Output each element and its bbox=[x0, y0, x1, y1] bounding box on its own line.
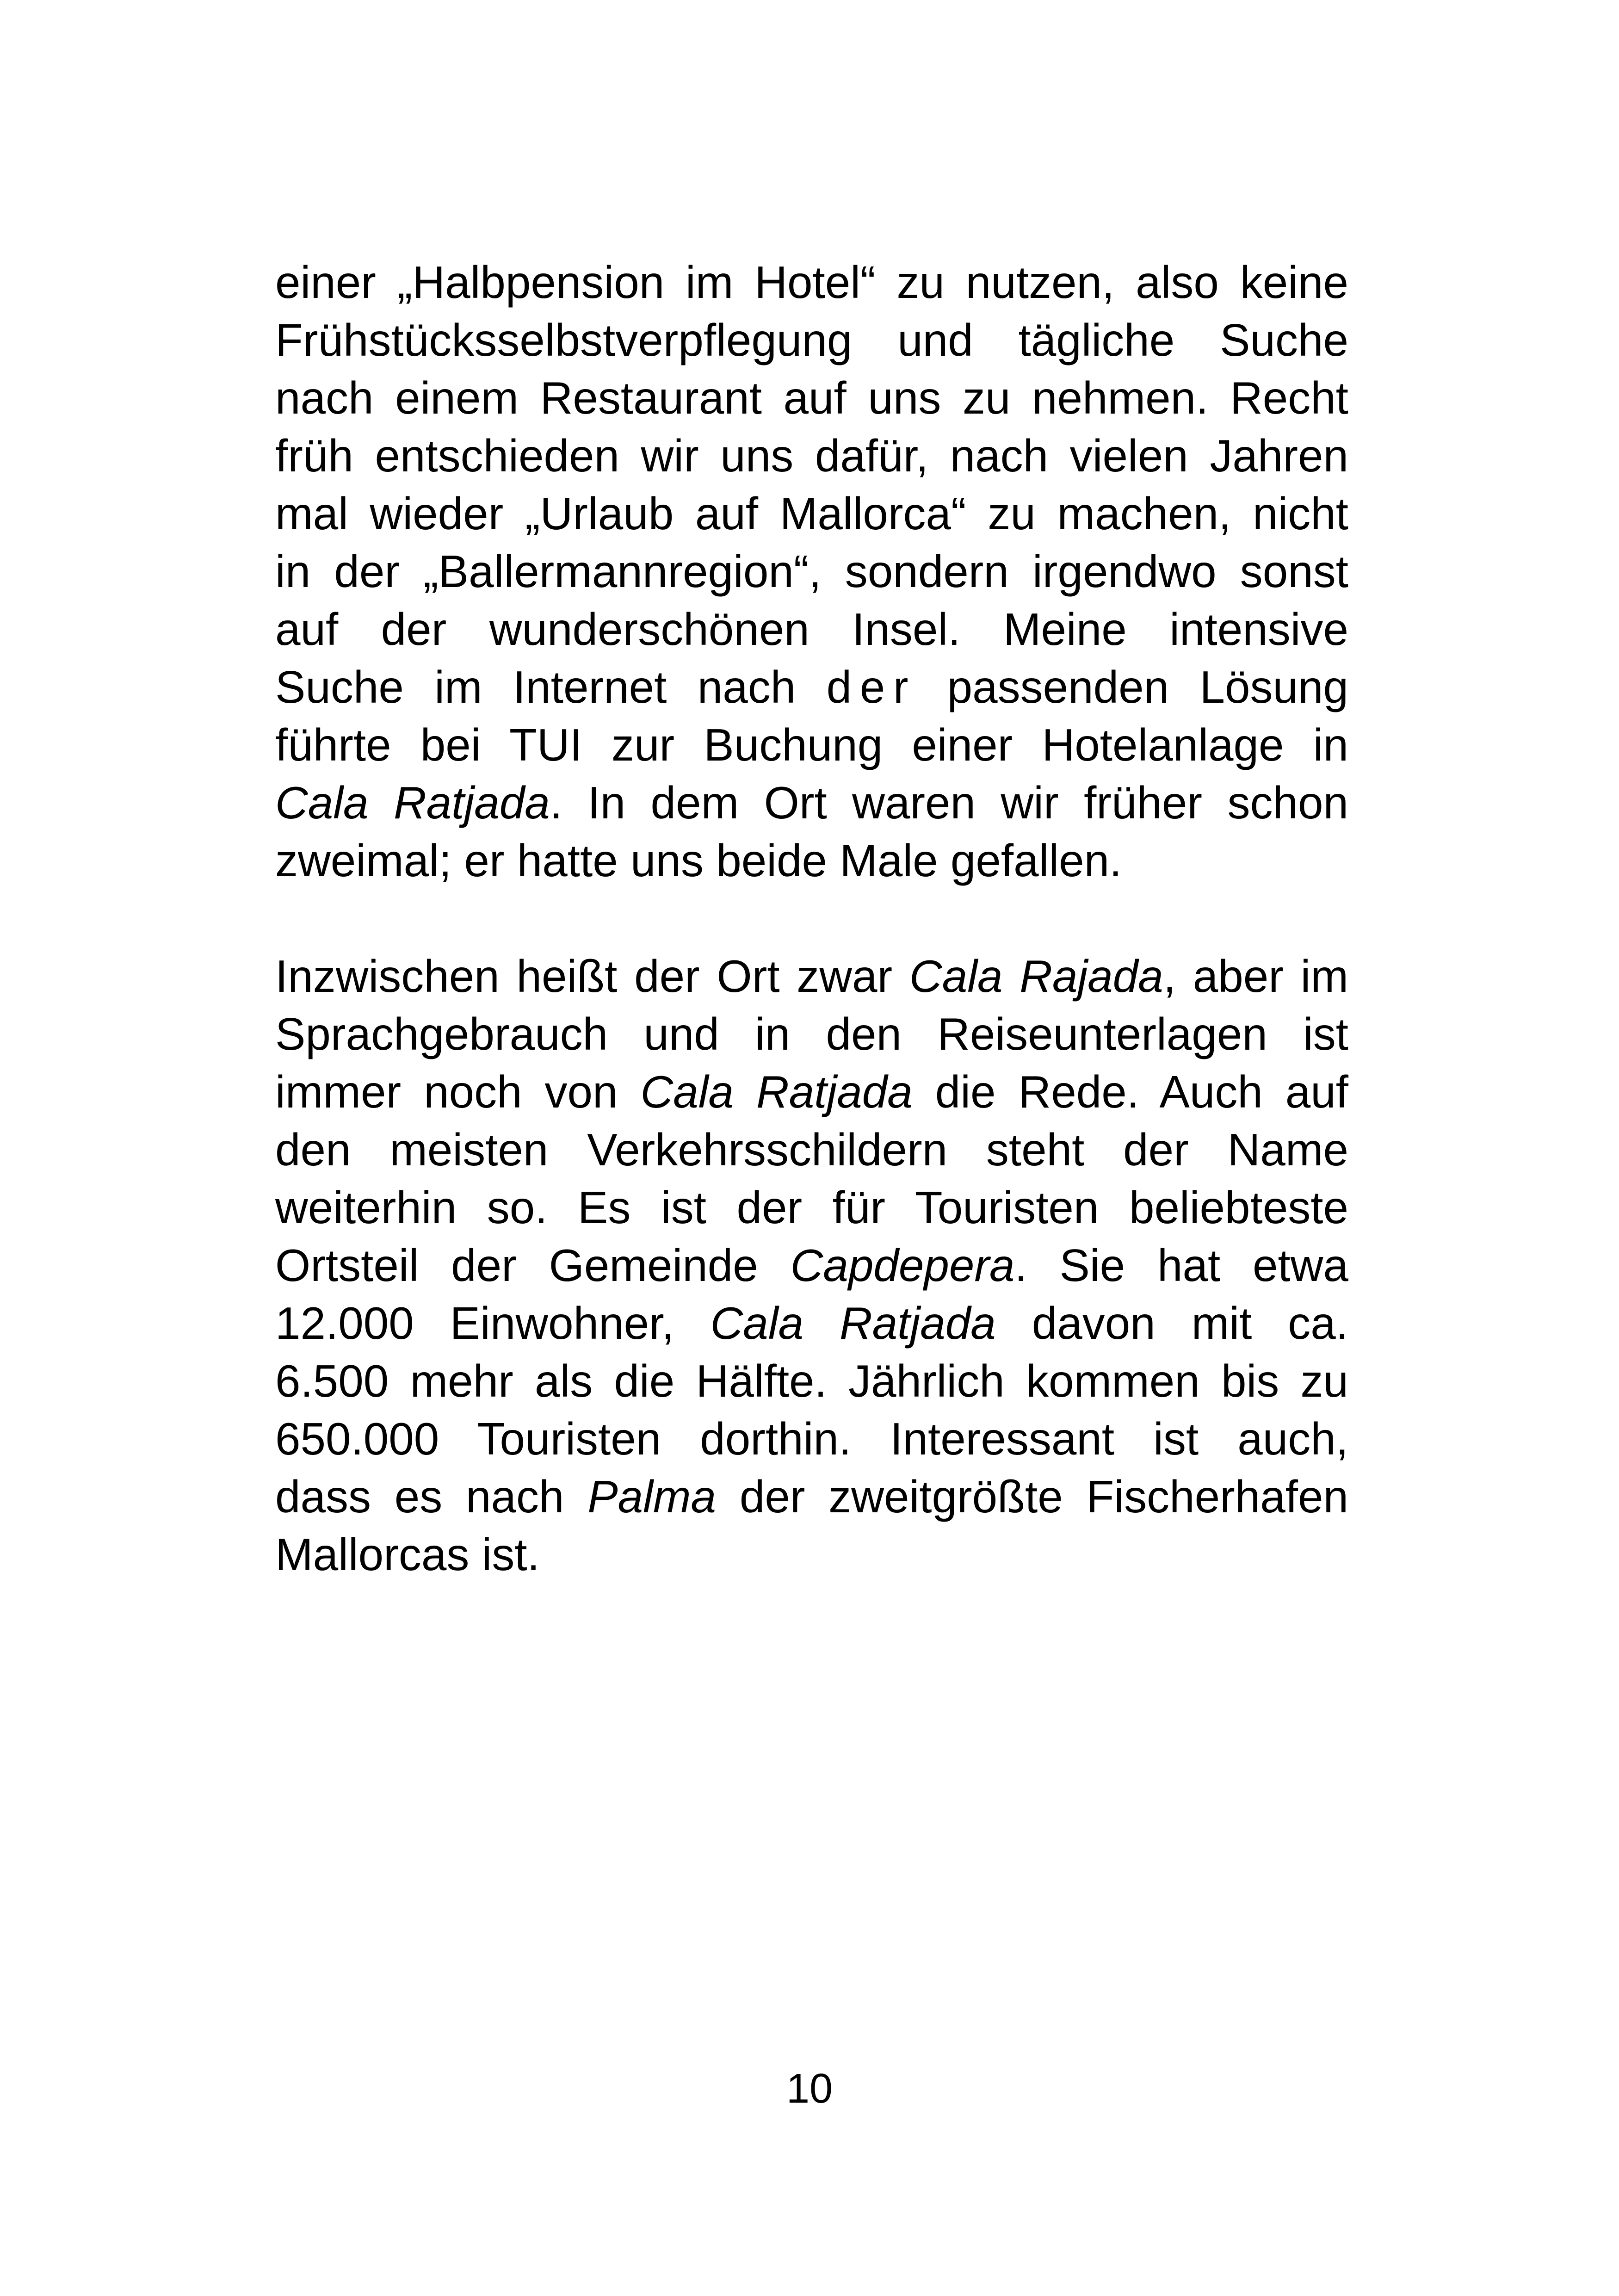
text-line bbox=[275, 1352, 1348, 1410]
italic-text: Palma bbox=[587, 1471, 717, 1522]
text-segment: weiterhin so. Es ist der für Touristen beliebteste bbox=[275, 1182, 1348, 1233]
paragraph bbox=[275, 947, 1348, 1584]
text-segment: Frühstücksselbstverpflegung und tägliche Suche bbox=[275, 315, 1348, 365]
text-segment: in der „Ballermannregion“, sondern irgendwo sonst bbox=[275, 546, 1348, 597]
text-segment: . Sie hat etwa bbox=[1014, 1240, 1349, 1291]
text-line bbox=[275, 832, 1348, 890]
text-line bbox=[275, 600, 1348, 658]
text-line bbox=[275, 1526, 1348, 1584]
text-line bbox=[275, 1294, 1348, 1352]
text-segment: führte bei TUI zur Buchung einer Hotelanlage in bbox=[275, 719, 1348, 770]
text-segment: mal wieder „Urlaub auf Mallorca“ zu machen, nicht bbox=[275, 488, 1348, 539]
text-segment: der zweitgrößte Fischerhafen bbox=[716, 1471, 1348, 1522]
italic-text: Cala Ratjada bbox=[275, 777, 550, 828]
text-segment: 12.000 Einwohner, bbox=[275, 1298, 711, 1349]
text-line bbox=[275, 369, 1348, 427]
text-line bbox=[275, 947, 1348, 1005]
text-segment: Suche im Internet nach bbox=[275, 662, 827, 712]
text-segment: den meisten Verkehrsschildern steht der Name bbox=[275, 1124, 1348, 1175]
italic-text: Cala Ratjada bbox=[710, 1298, 996, 1349]
text-segment: immer noch von bbox=[275, 1066, 641, 1117]
text-line bbox=[275, 485, 1348, 543]
text-line bbox=[275, 658, 1348, 716]
text-line bbox=[275, 427, 1348, 485]
text-segment: passenden Lösung bbox=[916, 662, 1348, 712]
text-line bbox=[275, 1468, 1348, 1526]
text-line bbox=[275, 1179, 1348, 1237]
text-line bbox=[275, 716, 1348, 774]
italic-text: Capdepera bbox=[790, 1240, 1015, 1291]
text-line bbox=[275, 1005, 1348, 1063]
text-segment: Sprachgebrauch und in den Reiseunterlagen ist bbox=[275, 1009, 1348, 1059]
text-segment: Mallorcas ist. bbox=[275, 1529, 540, 1580]
text-line bbox=[275, 254, 1348, 311]
text-segment: die Rede. Auch auf bbox=[912, 1066, 1348, 1117]
text-segment: , aber im bbox=[1163, 951, 1348, 1002]
text-segment: davon mit ca. bbox=[995, 1298, 1349, 1349]
text-line bbox=[275, 1410, 1348, 1468]
text-line bbox=[275, 311, 1348, 369]
text-line bbox=[275, 1121, 1348, 1179]
text-segment: zweimal; er hatte uns beide Male gefallen. bbox=[275, 835, 1122, 886]
italic-text: Cala Ratjada bbox=[640, 1066, 913, 1117]
paragraph-gap bbox=[275, 890, 1348, 947]
text-segment: Inzwischen heißt der Ort zwar bbox=[275, 951, 909, 1002]
text-line bbox=[275, 1237, 1348, 1294]
text-line bbox=[275, 543, 1348, 600]
text-segment: Ortsteil der Gemeinde bbox=[275, 1240, 791, 1291]
text-segment: der bbox=[826, 662, 917, 712]
text-line bbox=[275, 774, 1348, 832]
text-segment: einer „Halbpension im Hotel“ zu nutzen, also keine bbox=[275, 257, 1348, 308]
italic-text: Cala Rajada bbox=[909, 951, 1163, 1002]
text-segment: 6.500 mehr als die Hälfte. Jährlich kommen bis zu bbox=[275, 1355, 1348, 1406]
text-segment: auf der wunderschönen Insel. Meine intensive bbox=[275, 604, 1348, 655]
text-segment: früh entschieden wir uns dafür, nach vielen Jahren bbox=[275, 430, 1348, 481]
text-line bbox=[275, 1063, 1348, 1121]
paragraph bbox=[275, 254, 1348, 890]
page-number: 10 bbox=[786, 2066, 833, 2112]
text-segment: dass es nach bbox=[275, 1471, 588, 1522]
text-segment: nach einem Restaurant auf uns zu nehmen. Recht bbox=[275, 372, 1348, 423]
text-segment: . In dem Ort waren wir früher schon bbox=[550, 777, 1348, 828]
body-text bbox=[275, 254, 1348, 1584]
text-segment: 650.000 Touristen dorthin. Interessant ist auch, bbox=[275, 1413, 1348, 1464]
